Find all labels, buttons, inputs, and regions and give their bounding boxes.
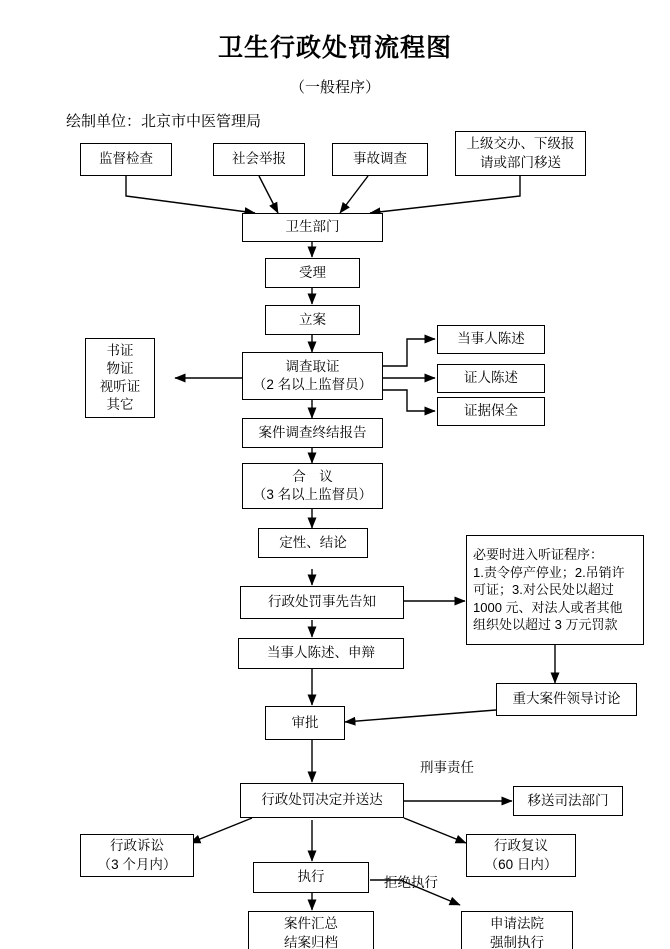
- node-party-defense[interactable]: 当事人陈述、申辩: [238, 638, 404, 669]
- node-accept[interactable]: 受理: [265, 258, 360, 288]
- node-case-archive[interactable]: 案件汇总 结案归档: [248, 911, 374, 949]
- drawer-unit-label: 绘制单位：北京市中医管理局: [66, 113, 262, 130]
- page-subtitle: （一般程序）: [289, 79, 380, 96]
- node-transfer-from-authority[interactable]: 上级交办、下级报 请或部门移送: [455, 131, 586, 176]
- node-court-enforcement[interactable]: 申请法院 强制执行: [461, 911, 573, 949]
- node-file-case[interactable]: 立案: [265, 305, 360, 335]
- edge-label-criminal-liability: 刑事责任: [420, 760, 474, 775]
- node-hearing-procedure[interactable]: 必要时进入听证程序： 1.责令停产停业；2.吊销许 可证；3.对公民处以超过 1000 元、对法人或者其他 组织处以超过 3 万元罚款: [466, 535, 644, 645]
- node-final-investigation-report[interactable]: 案件调查终结报告: [242, 418, 383, 448]
- node-decision-and-delivery[interactable]: 行政处罚决定并送达: [240, 783, 404, 818]
- node-admin-review[interactable]: 行政复议 （60 日内）: [466, 834, 576, 877]
- node-execution[interactable]: 执行: [253, 862, 369, 893]
- node-admin-litigation[interactable]: 行政诉讼 （3 个月内）: [80, 834, 194, 877]
- node-approval[interactable]: 审批: [265, 706, 345, 740]
- node-collegial-discussion[interactable]: 合 议 （3 名以上监督员）: [242, 463, 383, 509]
- node-evidence-preservation[interactable]: 证据保全: [437, 397, 545, 426]
- node-evidence-types[interactable]: 书证 物证 视听证 其它: [85, 338, 155, 418]
- node-prior-notice[interactable]: 行政处罚事先告知: [240, 586, 404, 619]
- node-conclusion[interactable]: 定性、结论: [258, 528, 368, 558]
- node-accident-investigation[interactable]: 事故调查: [332, 143, 428, 176]
- edge-label-refuse-execution: 拒绝执行: [384, 875, 438, 890]
- node-investigate-evidence[interactable]: 调查取证 （2 名以上监督员）: [242, 352, 383, 400]
- node-witness-statement[interactable]: 证人陈述: [437, 364, 545, 393]
- node-health-department[interactable]: 卫生部门: [242, 213, 383, 242]
- node-transfer-judicial[interactable]: 移送司法部门: [513, 786, 623, 816]
- node-social-report[interactable]: 社会举报: [213, 143, 305, 176]
- node-supervise-check[interactable]: 监督检查: [80, 143, 172, 176]
- page-title: 卫生行政处罚流程图: [217, 34, 452, 62]
- node-party-statement[interactable]: 当事人陈述: [437, 325, 545, 354]
- node-major-case-discussion[interactable]: 重大案件领导讨论: [496, 683, 637, 716]
